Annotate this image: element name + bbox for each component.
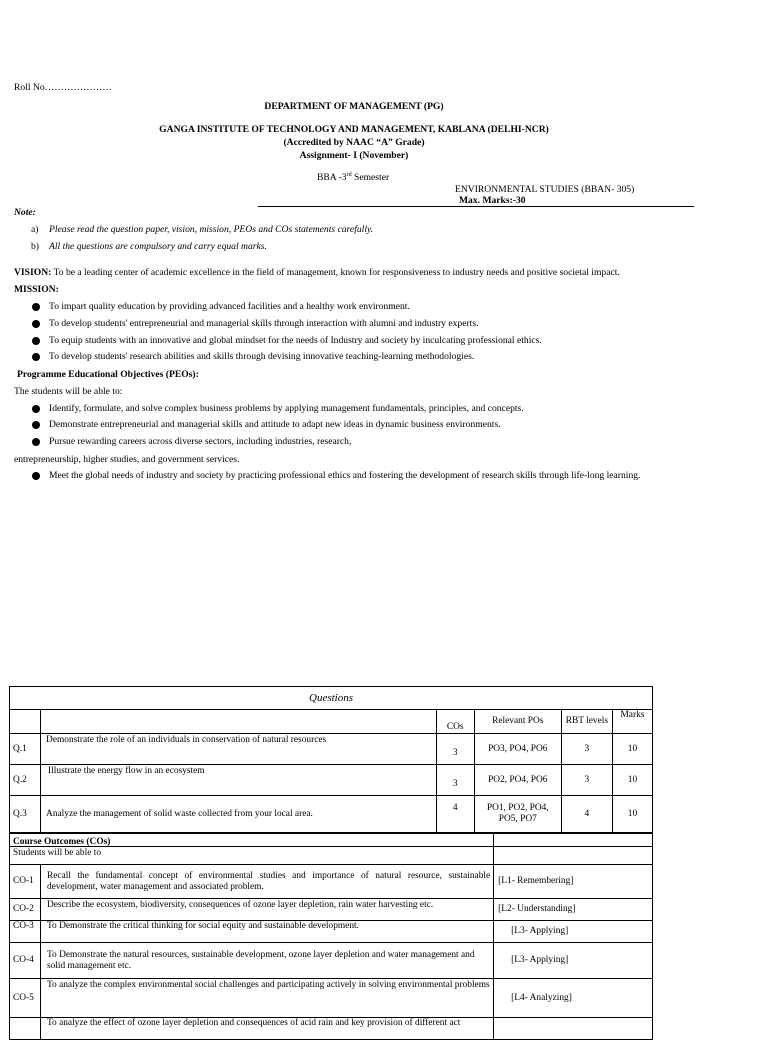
question-marks: 10 [612, 796, 652, 833]
header-marks: Marks [612, 710, 652, 734]
question-rbt: 3 [561, 765, 612, 796]
co-level: [L1- Remembering] [494, 865, 653, 899]
co-text: To Demonstrate the natural resources, sustainable development, ozone layer depletion and water management and solid management etc. [40, 943, 493, 979]
question-number: Q.1 [10, 734, 41, 765]
max-marks: Max. Marks:-30 [459, 195, 526, 206]
question-co: 4 [436, 796, 474, 833]
note-marker-b: b) [31, 241, 39, 252]
institute-name: GANGA INSTITUTE OF TECHNOLOGY AND MANAGEMENT, KABLANA (DELHI-NCR) [159, 124, 549, 135]
bullet-icon [32, 353, 40, 361]
header-relevant-pos: Relevant POs [474, 710, 561, 734]
questions-title: Questions [10, 687, 653, 710]
peo-continuation: entrepreneurship, higher studies, and government services. [14, 454, 240, 465]
note-label: Note: [14, 207, 36, 218]
question-co: 3 [436, 734, 474, 765]
mission-item: To develop students' entrepreneurial and managerial skills through interaction with alumni and industry experts. [49, 318, 479, 329]
program-semester: BBA -3rd Semester [317, 172, 390, 184]
question-number: Q.3 [10, 796, 41, 833]
co-id: CO-3 [10, 921, 41, 943]
header-cell-empty [10, 710, 41, 734]
peo-intro: The students will be able to: [14, 386, 123, 397]
co-id: CO-4 [10, 943, 41, 979]
note-item: Please read the question paper, vision, mission, PEOs and COs statements carefully. [49, 224, 374, 235]
co-id: CO-2 [10, 899, 41, 921]
co-subtitle: Students will be able to [13, 848, 102, 858]
peo-title: Programme Educational Objectives (PEOs): [17, 369, 199, 380]
mission-item: To equip students with an innovative and global mindset for the needs of Industry and society by inculcating professional ethics. [49, 335, 542, 346]
co-level: [L2- Understanding] [494, 899, 653, 921]
accreditation: (Accredited by NAAC “A” Grade) [283, 137, 425, 148]
header-rbt-levels: RBT levels [561, 710, 612, 734]
co-text: To analyze the complex environmental social challenges and participating actively in solving environmental problems [40, 979, 493, 1018]
question-pos: PO2, PO4, PO6 [474, 765, 561, 796]
table-row [10, 979, 653, 1018]
table-row [10, 1018, 653, 1040]
header-cos: COs [436, 710, 474, 734]
question-text: Illustrate the energy flow in an ecosystem [41, 765, 437, 796]
question-pos: PO1, PO2, PO4, PO5, PO7 [474, 796, 561, 833]
peo-item: Meet the global needs of industry and society by practicing professional ethics and fostering the development of research skills through life-long learning. [49, 470, 641, 481]
department-title: DEPARTMENT OF MANAGEMENT (PG) [264, 101, 444, 112]
vision-statement: VISION: To be a leading center of academic excellence in the field of management, known for responsiveness to industry needs and positive societal impact. [14, 267, 620, 278]
co-level: [L3- Applying] [494, 921, 653, 943]
bullet-icon [32, 405, 40, 413]
mission-item: To impart quality education by providing advanced facilities and a healthy work environment. [49, 301, 410, 312]
table-row [10, 796, 653, 833]
questions-table [9, 686, 653, 847]
mission-item: To develop students' research abilities and skills through devising innovative teaching-learning methodologies. [49, 351, 475, 362]
table-row [10, 899, 653, 921]
co-title: Course Outcomes (COs) [13, 837, 111, 847]
question-marks: 10 [612, 765, 652, 796]
co-text: To Demonstrate the critical thinking for social equity and sustainable development. [40, 921, 493, 943]
co-level: [L4- Analyzing] [494, 979, 653, 1018]
bullet-icon [32, 421, 40, 429]
co-level [494, 1018, 653, 1040]
bullet-icon [32, 320, 40, 328]
question-co: 3 [436, 765, 474, 796]
bullet-icon [32, 438, 40, 446]
question-number: Q.2 [10, 765, 41, 796]
header-cell-empty [494, 834, 653, 865]
table-row [10, 765, 653, 796]
bullet-icon [32, 472, 40, 480]
bullet-icon [32, 337, 40, 345]
peo-item: Identify, formulate, and solve complex business problems by applying management fundamentals, principles, and concepts. [49, 403, 524, 414]
note-marker-a: a) [31, 224, 39, 235]
roll-number: Roll No………………… [14, 82, 112, 93]
bullet-icon [32, 303, 40, 311]
co-text: To analyze the effect of ozone layer depletion and consequences of acid rain and key provision of different act [40, 1018, 493, 1040]
question-marks: 10 [612, 734, 652, 765]
header-divider [258, 206, 694, 207]
question-pos: PO3, PO4, PO6 [474, 734, 561, 765]
peo-item: Demonstrate entrepreneurial and managerial skills and attitude to adapt new ideas in dynamic business environments. [49, 419, 501, 430]
co-text: Recall the fundamental concept of environmental studies and importance of natural resource, sustainable development, water management and associated problem. [40, 865, 493, 899]
table-row [10, 865, 653, 899]
co-level: [L3- Applying] [494, 943, 653, 979]
subject-name: ENVIRONMENTAL STUDIES (BBAN- 305) [455, 184, 635, 195]
peo-item: Pursue rewarding careers across diverse sectors, including industries, research, [49, 436, 352, 447]
co-header-cell [10, 834, 494, 865]
co-text: Describe the ecosystem, biodiversity, consequences of ozone layer depletion, rain water harvesting etc. [40, 899, 493, 921]
mission-label: MISSION: [14, 284, 59, 295]
co-id: CO-5 [10, 979, 41, 1018]
table-row [10, 921, 653, 943]
question-text: Analyze the management of solid waste collected from your local area. [41, 796, 437, 833]
question-rbt: 4 [561, 796, 612, 833]
question-text: Demonstrate the role of an individuals in conservation of natural resources [41, 734, 437, 765]
course-outcomes-table [9, 833, 653, 1040]
co-id: CO-1 [10, 865, 41, 899]
header-cell-empty [41, 710, 437, 734]
note-item: All the questions are compulsory and carry equal marks. [49, 241, 267, 252]
table-row [10, 734, 653, 765]
co-id [10, 1018, 41, 1040]
table-row [10, 943, 653, 979]
assignment-title: Assignment- I (November) [299, 150, 409, 161]
question-rbt: 3 [561, 734, 612, 765]
